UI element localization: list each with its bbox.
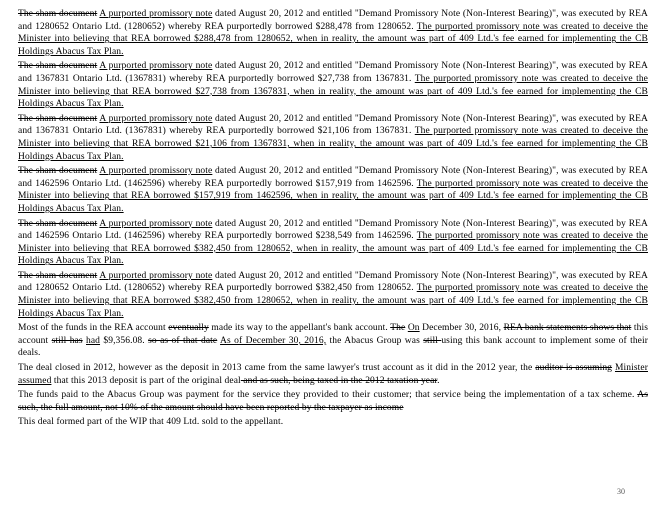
- deleted-text: The sham document: [18, 270, 98, 281]
- text-run: December 30, 2016,: [419, 323, 504, 334]
- paragraph: [18, 322, 648, 360]
- text-run: dated August 20, 2012 and entitled "Demand Promissory Note (Non-Interest Bearing)", was executed by REA and 1462596 Ontario Ltd. (1462596) whereby REA purportedly borrowed $238,549 from 1462596.: [18, 218, 649, 242]
- inserted-text: A purported promissory note: [99, 218, 213, 229]
- page-number: 30: [617, 487, 625, 496]
- inserted-text: A purported promissory note: [99, 61, 213, 72]
- deleted-text: still has: [51, 335, 83, 346]
- inserted-text: The purported promissory note was created to deceive the Minister into believing that REA borrowed $21,106 from 1367831, when in reality, the amount was part of 409 Ltd.'s fee earned for implementing the CB Holdings Abacus Tax Plan.: [18, 126, 648, 162]
- deleted-text: auditor is assuming: [535, 363, 613, 374]
- paragraph: [18, 218, 648, 268]
- deleted-text: The sham document: [18, 9, 98, 19]
- deleted-text: and as such, being taxed in the 2012 taxation year: [240, 375, 438, 386]
- paragraph: [18, 362, 648, 387]
- inserted-text: A purported promissory note: [99, 113, 213, 124]
- text-run: the Abacus Group was: [326, 335, 424, 346]
- inserted-text: A purported promissory note: [99, 9, 213, 19]
- inserted-text: The purported promissory note was created to deceive the Minister into believing that REA borrowed $27,738 from 1367831, when in reality, the amount was part of 409 Ltd.'s fee earned for implementing the CB Holdings Abacus Tax Plan.: [18, 73, 648, 110]
- paragraph: [18, 8, 648, 58]
- deleted-text: REA bank statements shows that: [503, 323, 632, 334]
- paragraph: [18, 416, 648, 429]
- paragraph: [18, 113, 648, 163]
- deleted-text: The sham document: [18, 113, 98, 124]
- text-run: that this 2013 deposit is part of the original deal: [51, 375, 241, 386]
- inserted-text: A purported promissory note: [99, 270, 213, 281]
- text-run: made its way to the appellant's bank account.: [208, 323, 391, 334]
- deleted-text: eventually: [168, 323, 209, 334]
- deleted-text: still: [423, 335, 442, 346]
- paragraph: [18, 165, 648, 215]
- inserted-text: had: [86, 335, 101, 346]
- deleted-text: The sham document: [18, 61, 98, 72]
- paragraph: [18, 270, 648, 320]
- inserted-text: The purported promissory note was created to deceive the Minister into believing that REA borrowed $157,919 from 1462596, when in reality, the amount was part of 409 Ltd.'s fee earned for implementing the CB Holdings Abacus Tax Plan.: [18, 178, 649, 214]
- text-run: this account: [18, 323, 649, 346]
- deleted-text: The sham document: [18, 166, 98, 177]
- text-run: dated August 20, 2012 and entitled "Demand Promissory Note (Non-Interest Bearing)", was executed by REA and 1367831 Ontario Ltd. (1367831) whereby REA purportedly borrowed $21,106 from 1367831.: [18, 113, 649, 137]
- text-run: This deal formed part of the WIP that 409 Ltd. sold to the appellant.: [18, 417, 284, 428]
- inserted-text: A purported promissory note: [99, 166, 213, 177]
- inserted-text: The purported promissory note was created to deceive the Minister into believing that REA borrowed $288,478 from 1280652, when in reality, the amount was part of 409 Ltd.'s fee earned for implementing the CB Holdings Abacus Tax Plan.: [18, 21, 649, 57]
- deleted-text: The: [390, 323, 406, 334]
- text-run: dated August 20, 2012 and entitled "Demand Promissory Note (Non-Interest Bearing)", was executed by REA and 1462596 Ontario Ltd. (1462596) whereby REA purportedly borrowed $157,919 from 1462596.: [18, 166, 649, 189]
- inserted-text: Minister assumed: [18, 363, 648, 386]
- inserted-text: The purported promissory note was created to deceive the Minister into believing that REA borrowed $382,450 from 1280652, when in reality, the amount was part of 409 Ltd.'s fee earned for implementing the CB Holdings Abacus Tax Plan.: [18, 283, 649, 319]
- paragraph: [18, 389, 648, 414]
- deleted-text: so as of that date: [148, 335, 218, 346]
- deleted-text: As such, the full amount, not 10% of the amount should have been reported by the taxpayer as income: [18, 390, 648, 413]
- text-run: .: [437, 375, 440, 386]
- text-run: The deal closed in 2012, however as the deposit in 2013 came from the same lawyer's trust account as it did in the 2012 year, the: [18, 363, 536, 374]
- inserted-text: The purported promissory note was created to deceive the Minister into believing that REA borrowed $382,450 from 1280652, when in reality, the amount was part of 409 Ltd.'s fee earned for implementing the CB Holdings Abacus Tax Plan.: [18, 231, 649, 267]
- inserted-text: On: [407, 323, 420, 334]
- text-run: dated August 20, 2012 and entitled "Demand Promissory Note (Non-Interest Bearing)", was executed by REA and 1367831 Ontario Ltd. (1367831) whereby REA purportedly borrowed $27,738 from 1367831.: [18, 61, 649, 84]
- text-run: Most of the funds in the REA account: [18, 323, 169, 334]
- inserted-text: As of December 30, 2016,: [220, 335, 327, 346]
- text-run: dated August 20, 2012 and entitled "Demand Promissory Note (Non-Interest Bearing)", was executed by REA and 1280652 Ontario Ltd. (1280652) whereby REA purportedly borrowed $288,478 from 1280652.: [18, 9, 649, 32]
- paragraph: [18, 60, 648, 110]
- text-run: using this bank account to implement some of their deals.: [18, 335, 648, 359]
- text-run: dated August 20, 2012 and entitled "Demand Promissory Note (Non-Interest Bearing)", was executed by REA and 1280652 Ontario Ltd. (1280652) whereby REA purportedly borrowed $382,450 from 1280652.: [18, 270, 649, 294]
- text-run: The funds paid to the Abacus Group was payment for the service they provided to their customer; that service being the implementation of a tax scheme.: [18, 390, 638, 401]
- text-run: $9,356.08.: [100, 335, 149, 346]
- deleted-text: The sham document: [18, 218, 98, 229]
